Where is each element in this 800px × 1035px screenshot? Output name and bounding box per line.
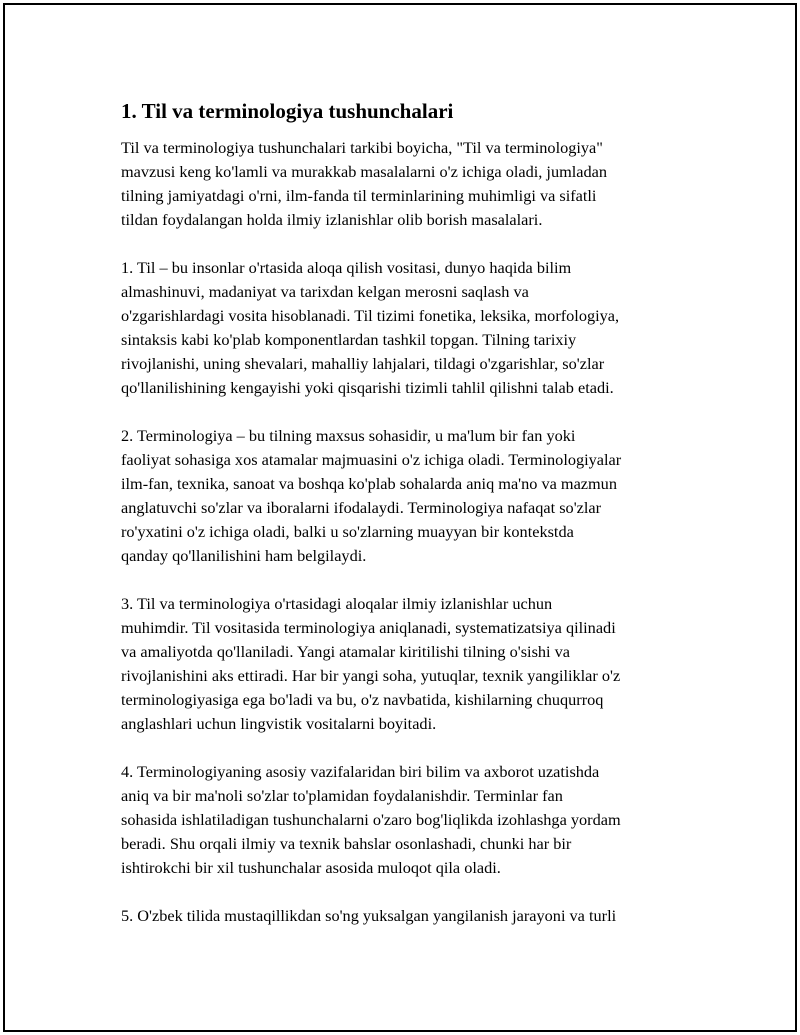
text-line: o'zgarishlardagi vosita hisoblanadi. Til tizimi fonetika, leksika, morfologiya,: [121, 306, 620, 325]
paragraph-intro: [121, 136, 693, 232]
text-line: ishtirokchi bir xil tushunchalar asosida muloqot qila oladi.: [121, 858, 501, 877]
text-line: aniq va bir ma'noli so'zlar to'plamidan foydalanishdir. Terminlar fan: [121, 786, 563, 805]
text-line: faoliyat sohasiga xos atamalar majmuasini o'z ichiga oladi. Terminologiyalar: [121, 450, 622, 469]
paragraph-1-til: [121, 256, 693, 400]
text-line: muhimdir. Til vositasida terminologiya aniqlanadi, systematizatsiya qilinadi: [121, 618, 616, 637]
document-title: 1. Til va terminologiya tushunchalari: [121, 99, 454, 123]
document-body: [121, 97, 693, 952]
text-line: 5. O'zbek tilida mustaqillikdan so'ng yuksalgan yangilanish jarayoni va turli: [121, 906, 617, 925]
text-line: ro'yxatini o'z ichiga oladi, balki u so'zlarning muayyan bir kontekstda: [121, 522, 574, 541]
text-line: almashinuvi, madaniyat va tarixdan kelgan merosni saqlash va: [121, 282, 529, 301]
text-line: tilning jamiyatdagi o'rni, ilm-fanda til terminlarining muhimligi va sifatli: [121, 186, 597, 205]
text-line: va amaliyotda qo'llaniladi. Yangi atamalar kiritilishi tilning o'sishi va: [121, 642, 571, 661]
text-line: qanday qo'llanilishini ham belgilaydi.: [121, 546, 367, 565]
paragraph-3-aloqalar: [121, 592, 693, 736]
text-line: Til va terminologiya tushunchalari tarkibi boyicha, "Til va terminologiya": [121, 138, 603, 157]
paragraph-4-vazifalar: [121, 760, 693, 880]
text-line: 1. Til – bu insonlar o'rtasida aloqa qilish vositasi, dunyo haqida bilim: [121, 258, 572, 277]
text-line: rivojlanishi, uning shevalari, mahalliy lahjalari, tildagi o'zgarishlar, so'zlar: [121, 354, 605, 373]
text-line: beradi. Shu orqali ilmiy va texnik bahslar osonlashadi, chunki har bir: [121, 834, 572, 853]
text-line: anglashlari uchun lingvistik vositalarni boyitadi.: [121, 714, 437, 733]
text-line: 3. Til va terminologiya o'rtasidagi aloqalar ilmiy izlanishlar uchun: [121, 594, 553, 613]
page-frame: [3, 3, 797, 1032]
text-line: qo'llanilishining kengayishi yoki qisqarishi tizimli tahlil qilishni talab etadi.: [121, 378, 614, 397]
text-line: sohasida ishlatiladigan tushunchalarni o'zaro bog'liqlikda izohlashga yordam: [121, 810, 621, 829]
text-line: mavzusi keng ko'lamli va murakkab masalalarni o'z ichiga oladi, jumladan: [121, 162, 608, 181]
text-line: ilm-fan, texnika, sanoat va boshqa ko'plab sohalarda aniq ma'no va mazmun: [121, 474, 617, 493]
text-line: terminologiyasiga ega bo'ladi va bu, o'z navbatida, kishilarning chuqurroq: [121, 690, 604, 709]
paragraph-2-terminologiya: [121, 424, 693, 568]
text-line: tildan foydalangan holda ilmiy izlanishlar olib borish masalalari.: [121, 210, 543, 229]
text-line: anglatuvchi so'zlar va iboralarni ifodalaydi. Terminologiya nafaqat so'zlar: [121, 498, 602, 517]
text-line: sintaksis kabi ko'plab komponentlardan tashkil topgan. Tilning tarixiy: [121, 330, 577, 349]
paragraph-5-ozbek-tili: [121, 904, 693, 928]
text-line: rivojlanishini aks ettiradi. Har bir yangi soha, yutuqlar, texnik yangiliklar o'z: [121, 666, 621, 685]
text-line: 2. Terminologiya – bu tilning maxsus sohasidir, u ma'lum bir fan yoki: [121, 426, 576, 445]
text-line: 4. Terminologiyaning asosiy vazifalaridan biri bilim va axborot uzatishda: [121, 762, 600, 781]
